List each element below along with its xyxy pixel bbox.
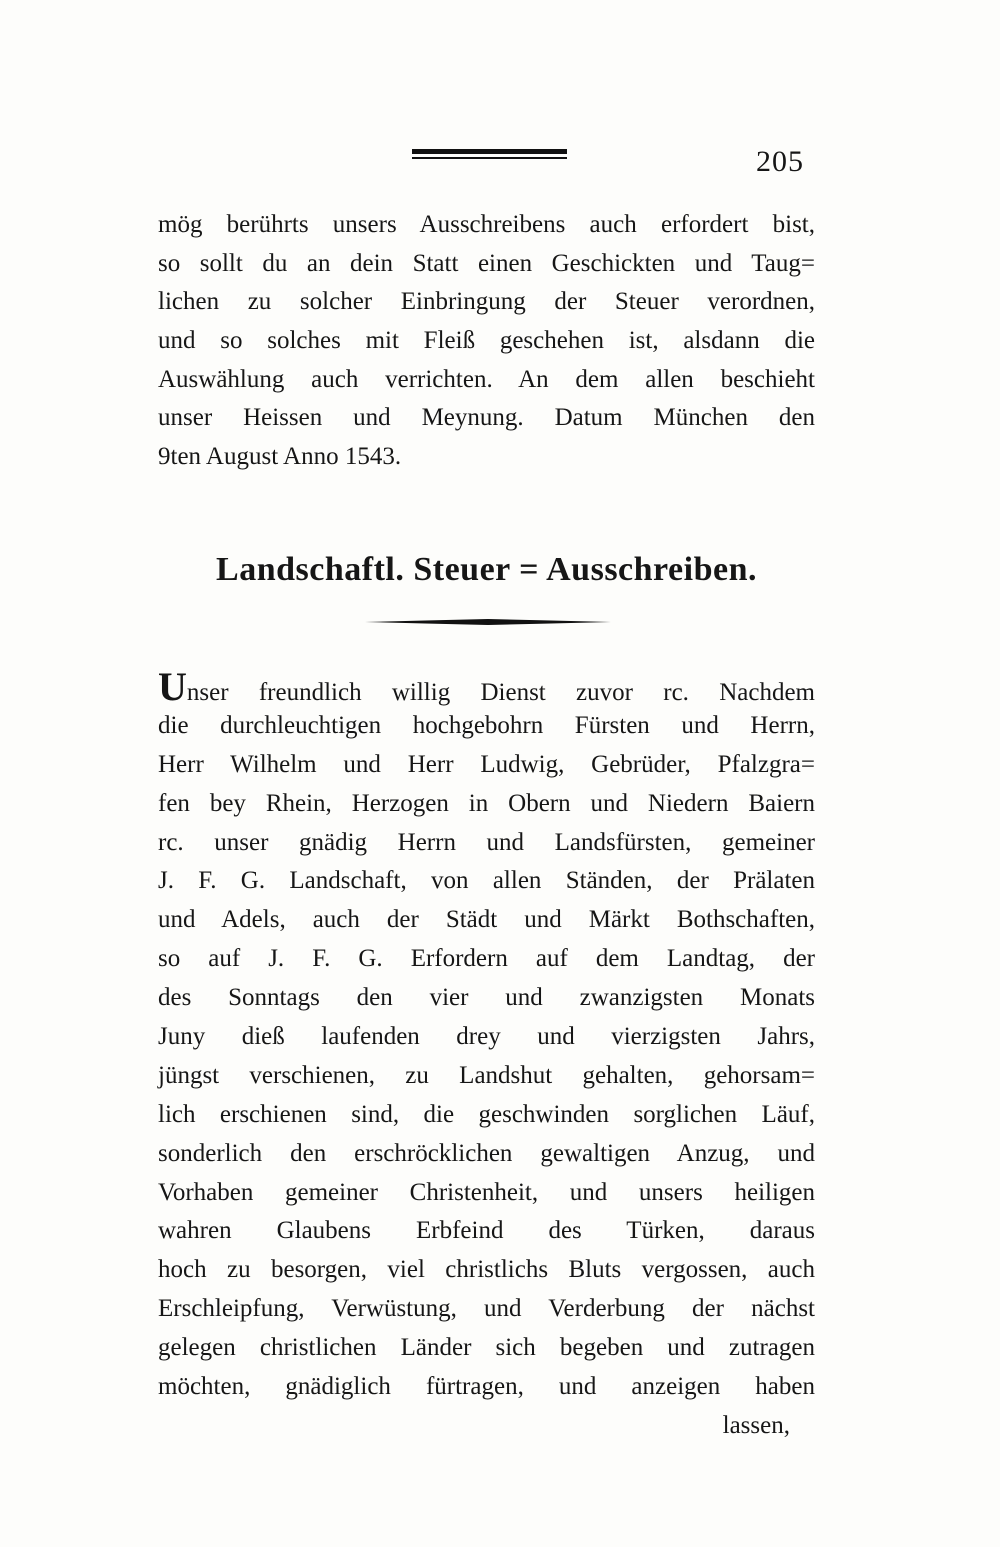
text-line: unser Heissen und Meynung. Datum München den — [158, 404, 815, 432]
text-line: wahren Glaubens Erbfeind des Türken, daraus — [158, 1217, 815, 1245]
text-line: Erschleipfung, Verwüstung, und Verderbung der nächst — [158, 1295, 815, 1323]
text-line: die durchleuchtigen hochgebohrn Fürsten und Herrn, — [158, 711, 815, 739]
text-line: sonderlich den erschröcklichen gewaltigen Anzug, und — [158, 1139, 815, 1167]
text-line: des Sonntags den vier und zwanzigsten Monats — [158, 984, 815, 1012]
text-line: fen bey Rhein, Herzogen in Obern und Niedern Baiern — [158, 789, 815, 817]
text-line: Vorhaben gemeiner Christenheit, und unsers heiligen — [158, 1178, 815, 1206]
text-line: Juny dieß laufenden drey und vierzigsten Jahrs, — [158, 1023, 815, 1051]
text-line: lich erschienen sind, die geschwinden sorglichen Läuf, — [158, 1100, 815, 1128]
text-line: rc. unser gnädig Herrn und Landsfürsten, gemeiner — [158, 828, 815, 856]
text-line: möchten, gnädiglich fürtragen, und anzeigen haben — [158, 1373, 815, 1401]
continued-paragraph — [158, 206, 815, 477]
text-line: gelegen christlichen Länder sich begeben und zutragen — [158, 1334, 815, 1362]
text-line: Herr Wilhelm und Herr Ludwig, Gebrüder, Pfalzgra= — [158, 750, 815, 778]
text-line: so auf J. F. G. Erfordern auf dem Landtag, der — [158, 945, 815, 973]
heading-rule — [365, 617, 611, 627]
header-rule — [412, 149, 567, 159]
text-line-initial: Unser freundlich willig Dienst zuvor rc. Nachdem — [158, 664, 815, 709]
text-line: und so solches mit Fleiß geschehen ist, alsdann die — [158, 327, 815, 355]
page-number: 205 — [756, 145, 804, 178]
text-line: und Adels, auch der Städt und Märkt Bothschaften, — [158, 906, 815, 934]
text-line: lichen zu solcher Einbringung der Steuer verordnen, — [158, 288, 815, 316]
text-line: Auswählung auch verrichten. An dem allen beschieht — [158, 365, 815, 393]
text-line: mög berührts unsers Ausschreibens auch erfordert bist, — [158, 211, 815, 238]
text-line: hoch zu besorgen, viel christlichs Bluts vergossen, auch — [158, 1256, 815, 1284]
text-line: J. F. G. Landschaft, von allen Ständen, der Prälaten — [158, 867, 815, 895]
section-heading: Landschaftl. Steuer = Ausschreiben. — [216, 551, 757, 588]
body-paragraph — [158, 664, 815, 1446]
text-line: 9ten August Anno 1543. — [158, 443, 402, 471]
text-line: so sollt du an dein Statt einen Geschickten und Taug= — [158, 249, 815, 277]
catchword: lassen, — [722, 1411, 790, 1439]
text-line: jüngst verschienen, zu Landshut gehalten, gehorsam= — [158, 1061, 815, 1089]
